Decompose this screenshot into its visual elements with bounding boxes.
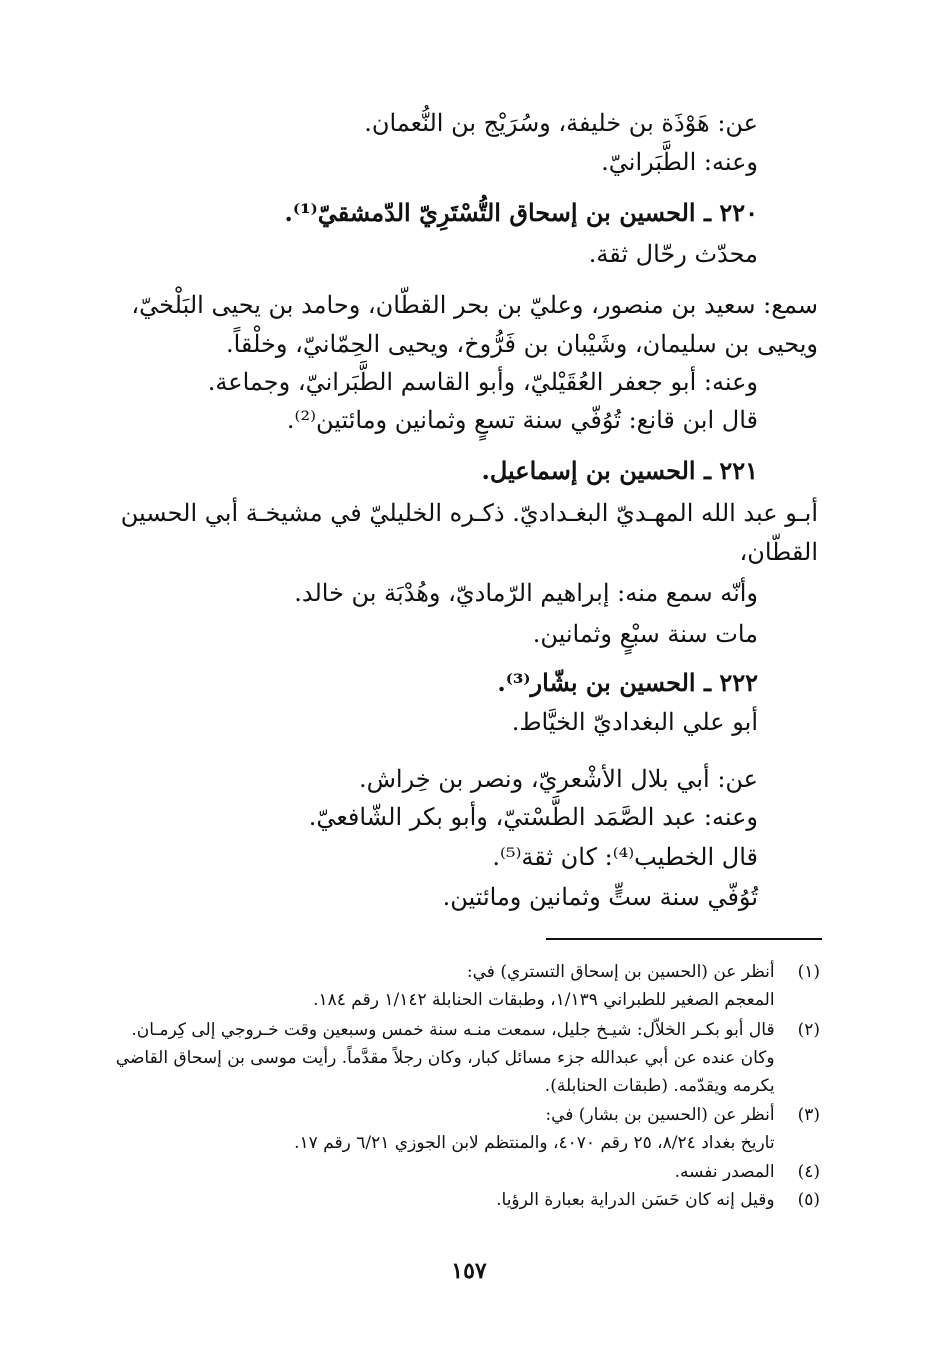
footnote-text: قال أبو بكـر الخلاّل: شيـخ جليل، سمعت منـه سنة خمس وسبعين وقت خـروجي إلى كِرمـان. [131, 1020, 775, 1040]
text-line: محدّث رحّال ثقة. [588, 240, 758, 268]
footnote-line [496, 1188, 820, 1212]
text-line: عن: هَوْذَة بن خليفة، وسُرَيْج بن النُّعمان. [364, 109, 758, 137]
footnote-line [675, 1160, 820, 1184]
footnote-line [467, 960, 820, 984]
page-number: ١٥٧ [451, 1258, 487, 1284]
text-line: تُوُفّي سنة ستٍّ وثمانين ومائتين. [442, 883, 758, 911]
footnote-number: (٣) [797, 1105, 820, 1125]
footnote-line [313, 988, 820, 1012]
entry-heading-221: ٢٢١ ـ الحسين بن إسماعيل. [481, 456, 758, 485]
text-line: وعنه: عبد الصَّمَد الطَّسْتيّ، وأبو بكر الشّافعيّ. [308, 803, 758, 831]
footnote-line [131, 1018, 820, 1042]
text-line: عن: أبي بلال الأشْعريّ، ونصر بن خِراش. [359, 765, 758, 793]
footnote-text: أنظر عن (الحسين بن إسحاق التستري) في: [466, 962, 775, 982]
footnote-text: وقيل إنه كان حَسَن الدراية بعبارة الرؤيا. [496, 1190, 775, 1210]
footnote-number: (٢) [797, 1020, 820, 1040]
footnote-number: (٥) [797, 1190, 820, 1210]
footnote-line [294, 1131, 820, 1155]
text-line: وأنّه سمع منه: إبراهيم الرّماديّ، وهُدْبَة بن خالد. [294, 579, 758, 607]
footnote-text: وكان عنده عن أبي عبدالله جزء مسائل كبار، وكان رجلاً مقدَّماً. رأيت موسى بن إسحاق القاضي [115, 1048, 775, 1068]
text-line: قال ابن قانع: تُوُفّي سنة تسعٍ وثمانين ومائتين⁽²⁾. [286, 406, 758, 434]
text-line: أبو علي البغداديّ الخيَّاط. [511, 708, 758, 736]
text-line: مات سنة سبْعٍ وثمانين. [532, 620, 758, 648]
entry-heading-222: ٢٢٢ ـ الحسين بن بشّار⁽³⁾. [497, 668, 758, 697]
footnote-separator [546, 938, 822, 940]
footnote-text: المصدر نفسه. [674, 1162, 775, 1182]
footnote-line [116, 1046, 820, 1070]
footnote-text: المعجم الصغير للطبراني ١/١٣٩، وطبقات الحنابلة ١/١٤٢ رقم ١٨٤. [313, 990, 775, 1010]
text-line: أبـو عبد الله المهـديّ البغـداديّ. ذكـره الخليليّ في مشيخـة أبي الحسين [120, 499, 818, 527]
footnote-number: (٤) [797, 1162, 820, 1182]
entry-heading-220: ٢٢٠ ـ الحسين بن إسحاق التُّسْتَرِيّ الدّمشقيّ⁽¹⁾. [284, 198, 758, 227]
text-line: وعنه: الطَّبَرانيّ. [601, 148, 758, 176]
text-line: قال الخطيب⁽⁴⁾: كان ثقة⁽⁵⁾. [492, 843, 758, 871]
footnote-text: أنظر عن (الحسين بن بشار) في: [545, 1105, 775, 1125]
text-line: القطّان، [739, 538, 818, 566]
footnote-line [545, 1074, 820, 1098]
text-line: ويحيى بن سليمان، وشَيْبان بن فَرُّوخ، ويحيى الحِمّانيّ، وخلْقاً. [225, 330, 818, 358]
text-line: وعنه: أبو جعفر العُقَيْليّ، وأبو القاسم الطَّبَرانيّ، وجماعة. [207, 368, 758, 396]
footnote-text: يكرمه ويقدّمه. (طبقات الحنابلة). [544, 1076, 775, 1096]
footnote-number: (١) [797, 962, 820, 982]
footnote-text: تاريخ بغداد ٨/٢٤، ٢٥ رقم ٤٠٧٠، والمنتظم لابن الجوزي ٦/٢١ رقم ١٧. [294, 1133, 775, 1153]
footnote-line [545, 1103, 820, 1127]
text-line: سمع: سعيد بن منصور، وعليّ بن بحر القطّان، وحامد بن يحيى البَلْخيّ، [131, 291, 818, 319]
